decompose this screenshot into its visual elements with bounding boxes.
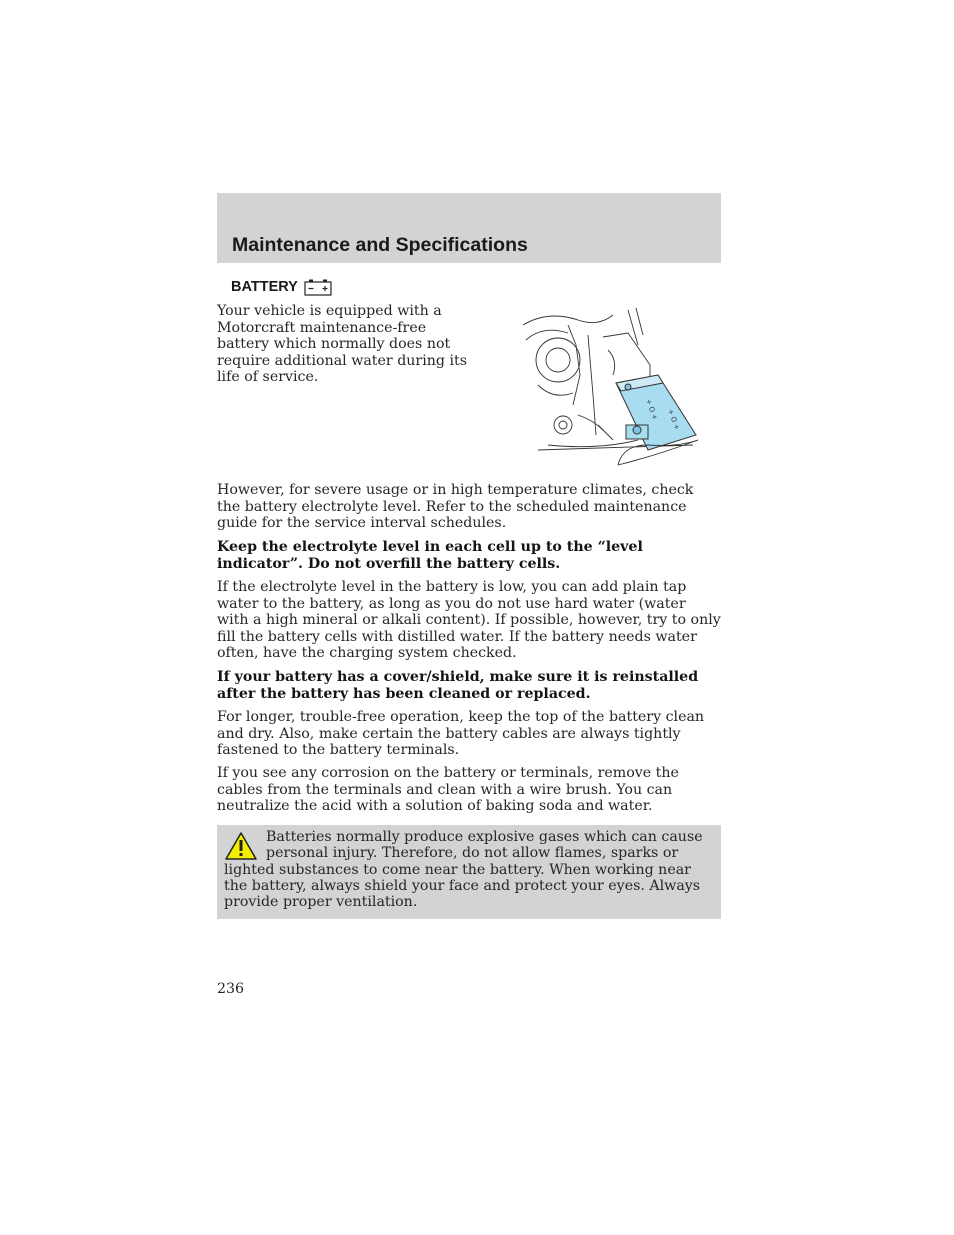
paragraph-add-water: If the electrolyte level in the battery is low, you can add plain tap water to the battery, as long as you do not use hard water (water with a high mineral or alkali content). If possible, however, try to only fill the battery cells with distilled water. If the battery needs water often, have the charging system checked. (217, 579, 721, 661)
battery-location-illustration (518, 305, 703, 470)
paragraph-corrosion: If you see any corrosion on the battery or terminals, remove the cables from the terminals and clean with a wire brush. You can neutralize the acid with a solution of baking soda and water. (217, 765, 679, 814)
paragraph-cover-shield: If your battery has a cover/shield, make sure it is reinstalled after the battery has been cleaned or replaced. (217, 669, 699, 702)
page-header (217, 193, 721, 263)
battery-icon (304, 278, 332, 296)
warning-text-block (224, 829, 714, 910)
warning-box (217, 825, 721, 919)
svg-text:+ O +: + O + (644, 397, 660, 422)
paragraph-electrolyte-level: Keep the electrolyte level in each cell up to the “level indicator”. Do not overfill the battery cells. (217, 539, 643, 572)
section-title-text: BATTERY (231, 279, 298, 295)
intro-paragraph: Your vehicle is equipped with a Motorcraft maintenance-free battery which normally does not require additional water during its life of service. (217, 303, 467, 385)
svg-text:+ O +: + O + (666, 407, 682, 432)
page-number: 236 (217, 981, 245, 997)
page-title: Maintenance and Specifications (232, 234, 528, 256)
warning-text: Batteries normally produce explosive gases which can cause personal injury. Therefore, do not allow flames, sparks or lighted substances to come near the battery. When working near the battery, always shield your face and protect your eyes. Always provide proper ventilation. (224, 829, 703, 911)
paragraph-clean-dry: For longer, trouble-free operation, keep the top of the battery clean and dry. Also, make certain the battery cables are always tightly fastened to the battery terminals. (217, 709, 705, 758)
section-heading (231, 278, 332, 296)
paragraph-severe-usage: However, for severe usage or in high temperature climates, check the battery electrolyte level. Refer to the scheduled maintenance guide for the service interval schedules. (217, 482, 694, 531)
